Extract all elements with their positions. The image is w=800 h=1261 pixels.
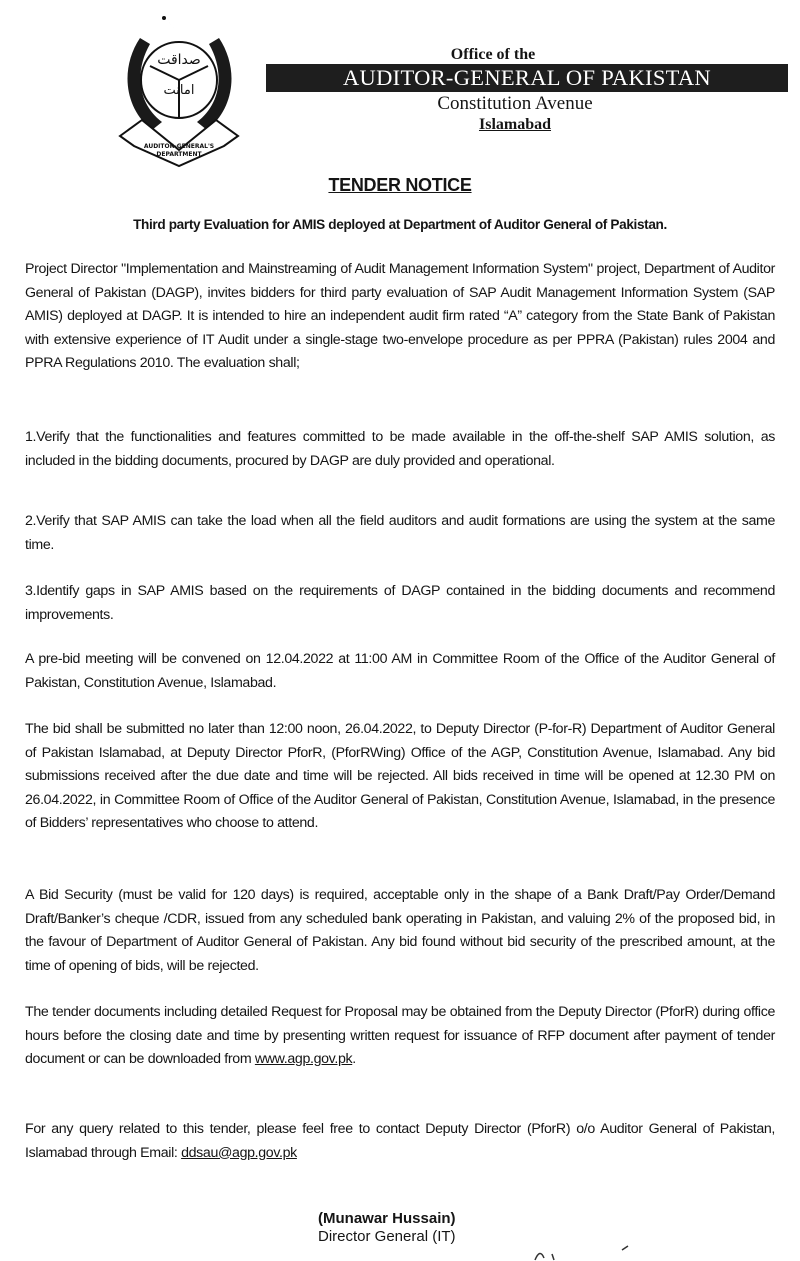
query-paragraph [25,1118,775,1165]
bid-security-paragraph: A Bid Security (must be valid for 120 days) is required, acceptable only in the shape of a Bank Draft/Pay Order/Demand Draft/Banker’s cheque /CDR, issued from any scheduled bank operating in Pakistan, and valuing 2% of the proposed bid, in the favour of Department of Auditor General of Pakistan. Any bid found without bid security of the prescribed amount, at the time of opening of bids, will be rejected. [25,887,775,974]
address-line: Constitution Avenue [437,93,593,114]
signature-mark-icon [530,1244,640,1261]
page-title: TENDER NOTICE [328,175,472,195]
email-link[interactable]: ddsau@agp.gov.pk [181,1144,297,1161]
organization-title: AUDITOR-GENERAL OF PAKISTAN [266,64,788,92]
city-line: Islamabad [478,116,552,133]
website-link[interactable]: www.agp.gov.pk [254,1051,353,1067]
svg-text:AUDITOR-GENERAL'S: AUDITOR-GENERAL'S [143,143,215,150]
requirement-item-2: 2.Verify that SAP AMIS can take the load when all the field auditors and audit formations are using the system at the same time. [25,513,775,553]
query-text: For any query related to this tender, please feel free to contact Deputy Director (PforR) o/o Auditor General of Pakistan, Islamabad through Email: [25,1121,775,1161]
notice-subject: Third party Evaluation for AMIS deployed at Department of Auditor General of Pakistan. [133,217,667,232]
requirement-item-3: 3.Identify gaps in SAP AMIS based on the requirements of DAGP contained in the bidding documents and recommend improvements. [25,583,775,623]
svg-text:صداقت: صداقت [157,52,201,68]
submission-paragraph: The bid shall be submitted no later than 12:00 noon, 26.04.2022, to Deputy Director (P-for-R) Department of Auditor General of Pakistan Islamabad, at Deputy Director PforR, (PforRWing) Office of the AGP, Constitution Avenue, Islamabad. Any bid submissions received after the due date and time will be rejected. All bids received in time will be opened at 12.30 PM on 26.04.2022, in Committee Room of Office of the Auditor General of Pakistan, Constitution Avenue, Islamabad, in the presence of Bidders’ representatives who choose to attend. [25,721,775,831]
svg-text:DEPARTMENT: DEPARTMENT [156,151,202,158]
svg-text:امانت: امانت [163,83,195,98]
signatory-name: (Munawar Hussain) [318,1210,456,1227]
requirement-item-1: 1.Verify that the functionalities and features committed to be made available in the off-the-shelf SAP AMIS solution, as included in the bidding documents, procured by DAGP are duly provided and operational. [25,429,775,469]
pre-bid-paragraph: A pre-bid meeting will be convened on 12.04.2022 at 11:00 AM in Committee Room of the Office of the Auditor General of Pakistan, Constitution Avenue, Islamabad. [25,651,775,691]
documents-end: . [352,1051,356,1067]
documents-paragraph [25,1001,775,1072]
office-of-label: Office of the [450,46,536,63]
signatory-designation: Director General (IT) [318,1228,456,1245]
documents-text: The tender documents including detailed Request for Proposal may be obtained from the Deputy Director (PforR) during office hours before the closing date and time by presenting written request for issuance of RFP document after payment of tender document or can be downloaded from [25,1004,775,1067]
intro-paragraph: Project Director "Implementation and Mainstreaming of Audit Management Information System" project, Department of Auditor General of Pakistan (DAGP), invites bidders for third party evaluation of SAP Audit Management Information System (SAP AMIS) deployed at DAGP. It is intended to hire an independent audit firm rated “A” category from the State Bank of Pakistan with extensive experience of IT Audit under a single-stage two-envelope procedure as per PPRA (Pakistan) rules 2004 and PPRA Regulations 2010. The evaluation shall; [25,261,775,371]
auditor-general-emblem-icon [112,8,247,168]
